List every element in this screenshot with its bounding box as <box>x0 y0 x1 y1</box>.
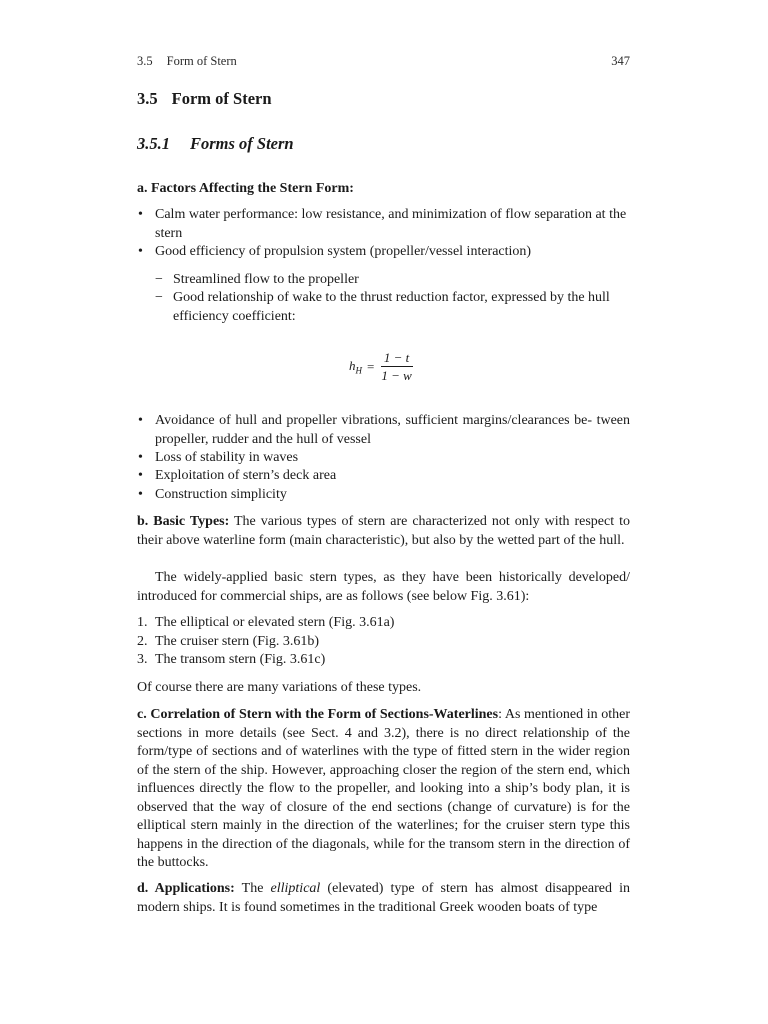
bullet-glyph: • <box>138 207 143 222</box>
list-item <box>137 412 630 449</box>
variations-note: Of course there are many variations of these types. <box>137 680 422 695</box>
correlation-paragraph <box>137 706 630 873</box>
subsection-title: Forms of Stern <box>190 134 294 153</box>
basic-types-paragraph <box>137 513 630 550</box>
factors-heading: a. Factors Affecting the Stern Form: <box>137 181 354 196</box>
numbered-item <box>137 651 630 670</box>
sub-bullet-text: Good relationship of wake to the thrust reduction factor, expressed by the hull efficiency coefficient: <box>173 290 610 324</box>
elliptical-emphasis: elliptical <box>270 881 321 896</box>
formula-equals: = <box>367 358 375 374</box>
list-item <box>137 449 630 468</box>
basic-types-text: The various types of stern are characterized not only with respect to their above waterline form (main characteristic), but also by the wetted part of the hull. <box>137 514 630 548</box>
bullet-glyph: • <box>138 244 143 259</box>
applications-paragraph: d. Applications: The elliptical (elevated) type of stern has almost disappeared in modern ships. It is found sometimes in the traditional Greek wooden boats of type <box>137 881 630 915</box>
section-heading <box>137 89 272 109</box>
numbered-item <box>137 614 630 633</box>
running-header-section <box>137 54 237 69</box>
list-item <box>137 486 630 505</box>
bullet-glyph: • <box>138 487 143 502</box>
bullet-text: Good efficiency of propulsion system (propeller/vessel interaction) <box>155 244 532 259</box>
bullet-text: Loss of stability in waves <box>155 450 299 465</box>
subsection-number: 3.5.1 <box>137 134 170 153</box>
sub-list-item <box>155 271 630 290</box>
basic-types-paragraph-2: The widely-applied basic stern types, as they have been historically developed/ introduced for commercial ships, are as follows (see below Fig. 3.61): <box>137 570 630 604</box>
formula-numerator: 1 − t <box>383 350 410 365</box>
sub-bullet-text: Streamlined flow to the propeller <box>173 272 359 287</box>
bullet-glyph: • <box>138 450 143 465</box>
subsection-heading <box>137 134 294 154</box>
list-item <box>137 243 630 262</box>
running-header-section-label: Form of Stern <box>166 54 237 68</box>
item-number: 1. <box>137 615 148 630</box>
bullet-glyph: • <box>138 468 143 483</box>
bullet-text: Construction simplicity <box>155 487 287 502</box>
item-text: The transom stern (Fig. 3.61c) <box>155 652 326 667</box>
item-number: 2. <box>137 634 148 649</box>
item-text: The elliptical or elevated stern (Fig. 3.61a) <box>155 615 395 630</box>
section-number: 3.5 <box>137 89 158 108</box>
bullet-text: Exploitation of stern’s deck area <box>155 468 337 483</box>
correlation-text: : As mentioned in other sections in more details (see Sect. 4 and 3.2), there is no direct relationship of the form/type of sections and of waterlines with the type of fitted stern in the wider region of the stern of the ship. However, approaching closer the region of the stern end, which influences directly the flow to the propeller, and looking into a ship’s body plan, it is observed that the way of closure of the end sections (change of curvature) is for the elliptical stern mainly in the direction of the waterlines; for the cruiser stern type this happens in the direction of the diagonals, while for the transom stern in the direction of the buttocks. <box>137 707 631 870</box>
formula-lhs: $h_H$ <box>349 357 362 376</box>
hull-efficiency-formula <box>349 350 414 383</box>
formula-fraction <box>379 350 413 383</box>
bullet-glyph: • <box>138 413 143 428</box>
list-item <box>137 206 630 243</box>
dash-glyph: − <box>155 290 163 305</box>
bullet-text: Calm water performance: low resistance, and minimization of flow separation at the stern <box>155 207 627 241</box>
numbered-item <box>137 633 630 652</box>
item-text: The cruiser stern (Fig. 3.61b) <box>155 634 320 649</box>
basic-types-label: b. Basic Types: <box>137 514 230 529</box>
bullet-text: Avoidance of hull and propeller vibrations, sufficient margins/clearances be- tween propeller, rudder and the hull of vessel <box>155 413 630 447</box>
correlation-label: c. Correlation of Stern with the Form of Sections-Waterlines <box>137 707 499 722</box>
running-header-section-number: 3.5 <box>137 54 153 68</box>
page-number: 347 <box>611 54 630 68</box>
applications-label: d. Applications: <box>137 881 235 896</box>
dash-glyph: − <box>155 272 163 287</box>
section-title: Form of Stern <box>171 89 272 108</box>
formula-denominator: 1 − w <box>381 368 412 383</box>
item-number: 3. <box>137 652 148 667</box>
list-item <box>137 467 630 486</box>
fraction-bar <box>381 366 413 367</box>
sub-list-item <box>155 289 630 326</box>
